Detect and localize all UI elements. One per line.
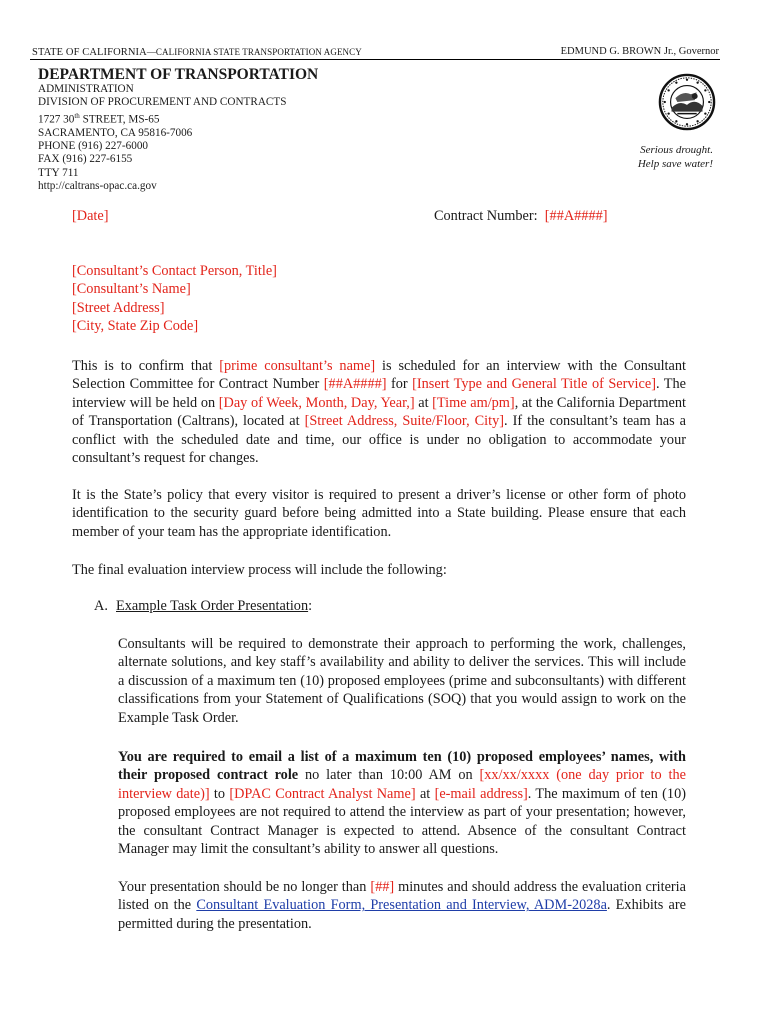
contract-number [434,208,608,225]
phone-line: PHONE (916) 227-6000 [38,139,149,152]
website-line: http://caltrans-opac.ca.gov [38,179,157,192]
paragraph-text: . The interview will be held on [72,376,686,411]
evaluation-form-link[interactable]: Consultant Evaluation Form, Presentation and Interview, ADM-2028a [196,897,607,914]
paragraph-text: This is to confirm that [72,358,220,374]
date-placeholder: [Date] [72,208,109,224]
recipient-street-line: [Street Address] [72,299,165,316]
fax-line: FAX (916) 227-6155 [38,153,133,166]
paragraph-text: for [386,376,413,393]
contract-number-placeholder: [##A####] [544,208,608,224]
s3-text-a: Your presentation should be no longer than [118,879,371,895]
header-rule [30,59,720,60]
header-state-agency [32,47,362,58]
presentation-length-paragraph [118,878,686,933]
placeholder-field: [e-mail address] [434,785,528,802]
recipient-city-line: [City, State Zip Code] [72,318,199,335]
paragraph-text: no later than 10:00 AM on [298,767,480,784]
identification-policy-paragraph: It is the State’s policy that every visitor is required to present a driver’s license or other form of photo identification to the security guard before being admitted into a State building. Please ensure that each member of your team has the appropriate identification. [72,487,686,540]
tty-line: TTY 711 [38,166,79,179]
placeholder-field: [Time am/pm] [432,394,515,411]
drought-line-1: Serious drought. [640,144,713,156]
paragraph-text: . If the consultant’s team has a conflict with the scheduled date and time, our office is under no obligation to accommodate your consultant’s request for changes. [72,413,687,467]
paragraph-text: to [209,785,230,802]
recipient-contact-line: [Consultant’s Contact Person, Title] [72,263,277,279]
governor-text: EDMUND G. BROWN Jr., Governor [560,46,719,57]
placeholder-field: [DPAC Contract Analyst Name] [229,785,416,802]
paragraph-text: . The maximum of ten (10) proposed employees are not required to attend the interview as part of your presentation; however, the consultant Contract Manager is expected to attend. Absence of the consultant Contract Manager may limit the consultant’s ability to answer all questions. [118,785,686,858]
placeholder-field: [xx/xx/xxxx (one day prior to the interview date)] [118,767,686,802]
recipient-name-line: [Consultant’s Name] [72,281,191,298]
great-seal-of-california-icon [658,73,716,131]
paragraph-text: at [414,394,433,411]
employee-list-paragraph [118,748,686,858]
process-intro-paragraph: The final evaluation interview process will include the following: [72,562,447,578]
department-address-block [38,83,286,193]
s3-text-c: . Exhibits are permitted during the presentation. [118,897,686,932]
s3-text-b: minutes and should address the evaluation criteria listed on the [118,879,686,914]
item-a-title: Example Task Order Presentation [116,598,309,614]
item-a-label: A. [94,598,108,614]
state-of-california-text: STATE OF CALIFORNIA [32,47,147,58]
paragraph-text: , at the California Department of Transportation (Caltrans), located at [72,394,686,430]
paragraph-text: at [415,785,435,802]
street-line [38,110,286,127]
contract-number-label: Contract Number: [434,208,545,224]
placeholder-field: [##A####] [323,376,387,393]
placeholder-field: [prime consultant’s name] [219,358,376,374]
placeholder-field: [Street Address, Suite/Floor, City] [304,413,505,430]
city-line: SACRAMENTO, CA 95816-7006 [38,126,193,139]
street-suffix: th [74,111,80,120]
placeholder-field: [Day of Week, Month, Day, Year,] [218,394,415,411]
drought-line-2: Help save water! [637,158,713,170]
bold-requirement-text: You are required to email a list of a maximum ten (10) proposed employees’ names, with their proposed contract role [118,749,686,784]
recipient-address-block [72,262,686,336]
minutes-placeholder: [##] [370,879,395,895]
item-a-colon: : [308,598,313,614]
division-line: DIVISION OF PROCUREMENT AND CONTRACTS [38,96,287,109]
paragraph-text: is scheduled for an interview with the Consultant Selection Committee for Contract Number [72,358,686,393]
agency-text: —CALIFORNIA STATE TRANSPORTATION AGENCY [146,47,362,57]
drought-slogan [638,143,713,171]
admin-line: ADMINISTRATION [38,83,134,95]
street-number: 1727 30 [38,113,75,126]
item-a-heading [94,598,312,615]
presentation-description-paragraph: Consultants will be required to demonstrate their approach to performing the work, challenges, alternate solutions, and key staff’s availability and ability to deliver the services. This will include a discussion of a maximum ten (10) proposed employees (prime and subconsultants) with different classifications from your Statement of Qualifications (SOQ) that you would assign to work on the Example Task Order. [118,636,686,726]
confirmation-paragraph [72,357,686,467]
street-name: STREET, MS-65 [79,113,160,126]
placeholder-field: [Insert Type and General Title of Service] [412,376,656,393]
department-title: DEPARTMENT OF TRANSPORTATION [38,66,319,83]
